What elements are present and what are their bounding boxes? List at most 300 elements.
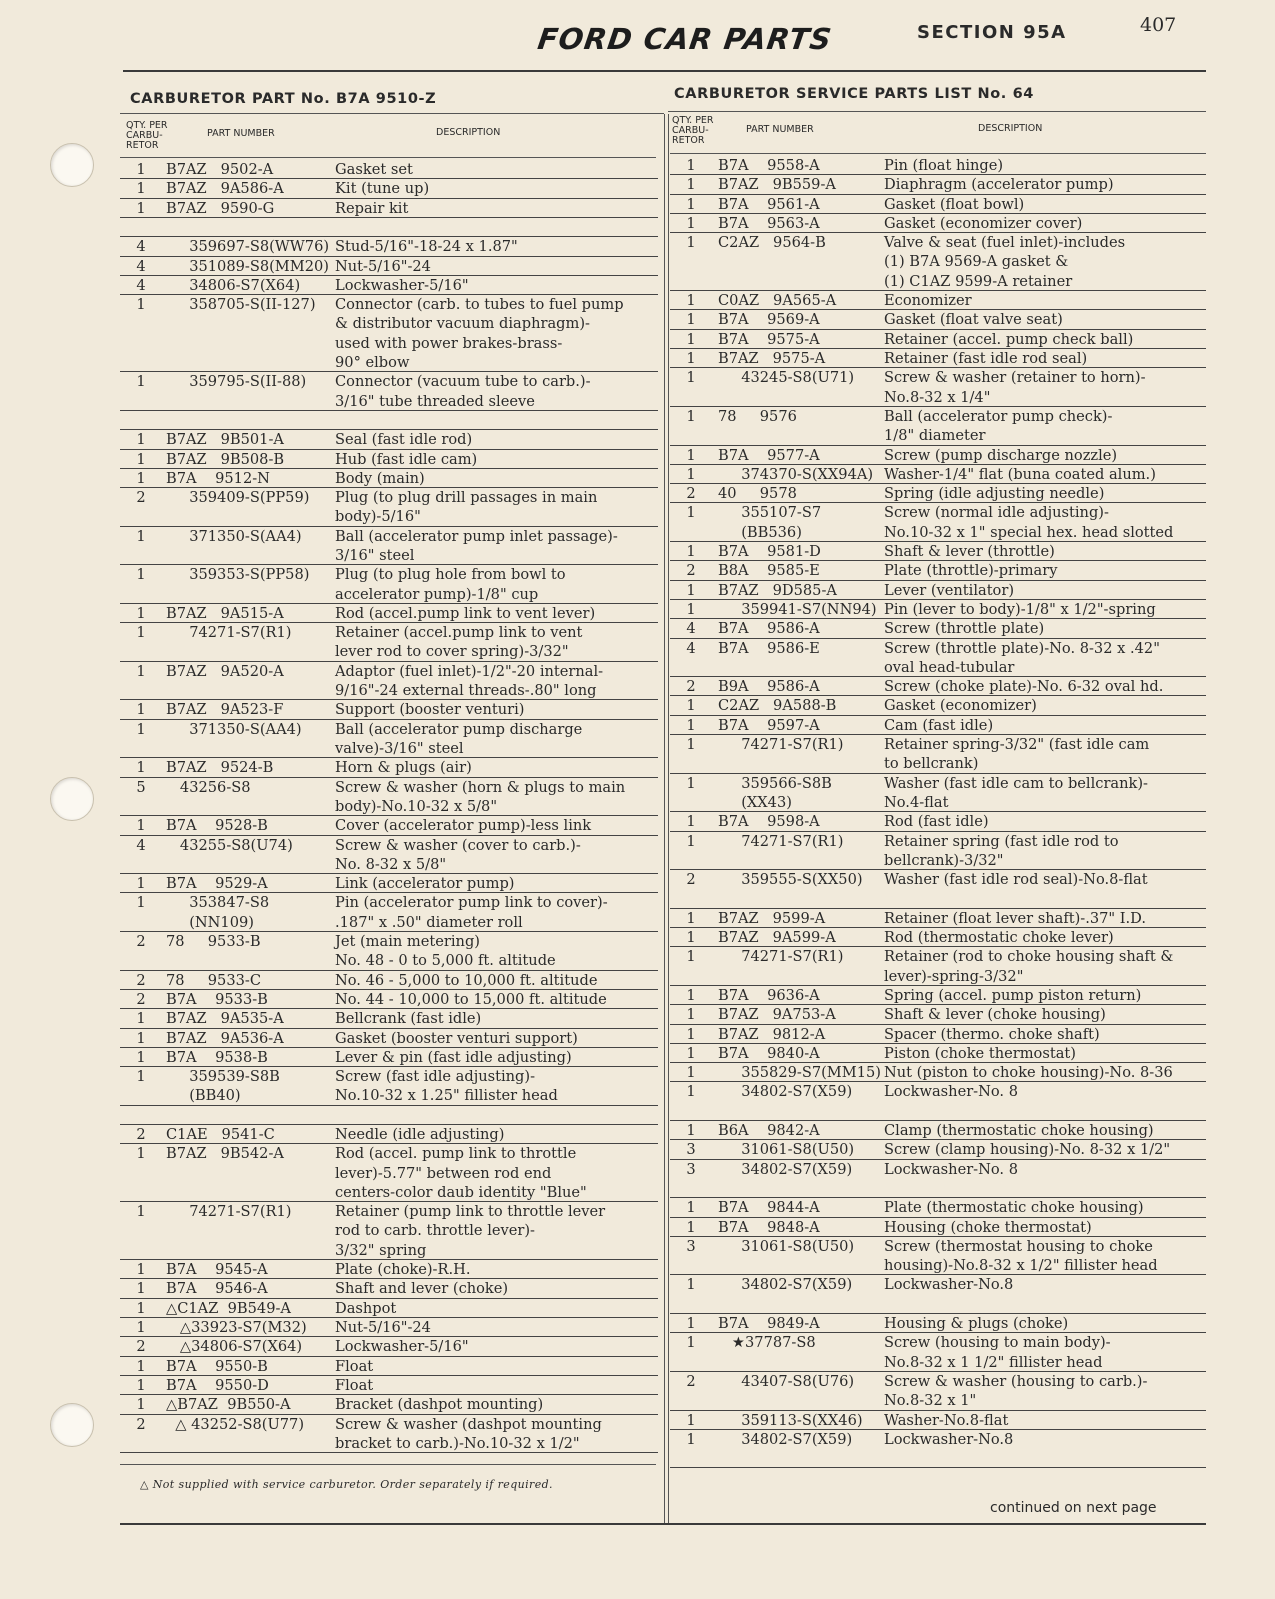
table-row <box>670 195 1206 214</box>
description-line: Lockwasher-No. 8 <box>884 1160 1018 1178</box>
table-row <box>670 600 1206 619</box>
description-line: 1/8" diameter <box>884 427 986 445</box>
description-line: body)-5/16" <box>335 508 421 526</box>
table-row <box>670 503 1206 542</box>
part-number-cell: 355829-S7(MM15) <box>718 1064 881 1082</box>
description-line: accelerator pump)-1/8" cup <box>335 585 539 603</box>
table-row <box>670 407 1206 446</box>
description-line: Gasket (economizer cover) <box>884 214 1083 232</box>
part-number-cell: B7A 9844-A <box>718 1199 820 1217</box>
qty-cell: 5 <box>136 778 146 796</box>
table-row <box>670 774 1206 813</box>
table-row <box>120 1357 658 1376</box>
qty-cell: 1 <box>686 350 696 367</box>
qty-cell: 1 <box>136 1145 146 1163</box>
description-line: No. 44 - 10,000 to 15,000 ft. altitude <box>335 990 607 1008</box>
description-line: Body (main) <box>335 469 425 487</box>
right-header-top-rule <box>668 111 1206 112</box>
description-line: 3/32" spring <box>335 1241 427 1259</box>
qty-cell: 1 <box>136 1029 146 1047</box>
description-line: Gasket set <box>335 161 413 178</box>
part-number-cell: △ 43252-S8(U77) <box>166 1415 305 1433</box>
table-row <box>120 218 658 237</box>
table-row <box>670 561 1206 580</box>
part-number-cell: B7AZ 9A515-A <box>166 604 284 622</box>
left-header-top-rule <box>120 113 664 114</box>
table-row <box>120 372 658 411</box>
part-number-cell: 359353-S(PP58) <box>166 566 310 584</box>
part-number-cell: 78 9576 <box>718 407 797 425</box>
table-row <box>670 870 1206 909</box>
part-number-cell: B7A 9512-N <box>166 469 270 487</box>
qty-cell: 2 <box>136 971 146 989</box>
description-line: Hub (fast idle cam) <box>335 450 478 468</box>
description-line: Washer-No.8-flat <box>884 1411 1009 1429</box>
table-row <box>120 450 658 469</box>
table-row <box>120 527 658 566</box>
part-number-cell: B7A 9569-A <box>718 311 820 329</box>
part-number-cell: B7A 9636-A <box>718 986 820 1004</box>
table-row <box>670 542 1206 561</box>
description-line: Plug (to plug hole from bowl to <box>335 566 566 584</box>
table-row <box>120 237 658 256</box>
table-row <box>120 199 658 218</box>
qty-cell: 1 <box>686 1411 696 1429</box>
part-number-cell: 359409-S(PP59) <box>166 489 310 507</box>
part-number-cell: 43407-S8(U76) <box>718 1372 855 1390</box>
table-row <box>670 581 1206 600</box>
qty-cell: 1 <box>136 527 146 545</box>
part-number-cell: 74271-S7(R1) <box>166 624 292 642</box>
table-row <box>120 295 658 372</box>
description-line: Retainer spring (fast idle rod to <box>884 832 1119 850</box>
part-number-cell: B7AZ 9B508-B <box>166 450 285 468</box>
table-row <box>670 465 1206 484</box>
left-column-title: CARBURETOR PART No. B7A 9510-Z <box>130 91 437 107</box>
description-line: Needle (idle adjusting) <box>335 1126 505 1143</box>
qty-cell: 1 <box>686 1044 696 1062</box>
description-line: Jet (main metering) <box>335 933 480 950</box>
part-number-cell: 358705-S(II-127) <box>166 296 316 314</box>
table-row <box>120 758 658 777</box>
part-number-cell: 359555-S(XX50) <box>718 871 863 889</box>
table-row <box>120 1376 658 1395</box>
qty-cell: 2 <box>136 933 146 950</box>
description-line: Retainer (float lever shaft)-.37" I.D. <box>884 909 1146 927</box>
table-row <box>670 1314 1206 1333</box>
description-line: bracket to carb.)-No.10-32 x 1/2" <box>335 1434 580 1452</box>
part-number-cell: B7A 9577-A <box>718 446 820 464</box>
part-number-cell: B9A 9586-A <box>718 678 820 696</box>
part-number-cell: B7A 9561-A <box>718 195 820 213</box>
qty-cell: 1 <box>136 450 146 468</box>
qty-cell: 1 <box>686 832 696 850</box>
part-number-cell: 74271-S7(R1) <box>166 1203 292 1221</box>
description-line: Seal (fast idle rod) <box>335 431 473 449</box>
table-row <box>670 716 1206 735</box>
description-line: Repair kit <box>335 199 409 217</box>
part-number-cell: 34806-S7(X64) <box>166 276 301 294</box>
part-number-cell: B7AZ 9502-A <box>166 161 274 178</box>
description-line: Gasket (booster venturi support) <box>335 1029 578 1047</box>
part-number-cell: 359539-S8B <box>166 1068 280 1086</box>
qty-cell: 1 <box>686 774 696 792</box>
left-header-bottom-rule <box>120 157 656 158</box>
qty-cell: 1 <box>686 195 696 213</box>
description-line: Lever & pin (fast idle adjusting) <box>335 1048 572 1066</box>
qty-cell: 1 <box>686 504 696 522</box>
qty-cell: 1 <box>686 157 696 174</box>
description-line: Retainer spring-3/32" (fast idle cam <box>884 736 1150 753</box>
description-line: bellcrank)-3/32" <box>884 851 1004 869</box>
description-line: Lockwasher-5/16" <box>335 276 469 294</box>
description-line: Ball (accelerator pump discharge <box>335 720 583 738</box>
qty-cell: 1 <box>136 161 146 178</box>
table-row <box>120 1299 658 1318</box>
description-line: oval head-tubular <box>884 658 1015 676</box>
table-row <box>120 276 658 295</box>
part-number-cell: B7AZ 9B542-A <box>166 1145 284 1163</box>
right-desc-header: DESCRIPTION <box>978 123 1043 134</box>
part-number-cell: C2AZ 9564-B <box>718 234 826 252</box>
description-line: Screw & washer (dashpot mounting <box>335 1415 602 1433</box>
part-number-cell: B7AZ 9B501-A <box>166 431 284 449</box>
part-number-cell: B7AZ 9A753-A <box>718 1006 836 1024</box>
description-line: Gasket (economizer) <box>884 697 1037 715</box>
qty-cell: 1 <box>136 1048 146 1066</box>
part-number-cell: 43256-S8 <box>166 778 251 796</box>
table-row <box>120 971 658 990</box>
part-number-cell: 359566-S8B <box>718 774 832 792</box>
qty-cell: 2 <box>686 1372 696 1390</box>
top-rule <box>123 70 1206 72</box>
part-number-cell: 359941-S7(NN94) <box>718 600 877 618</box>
part-number-cell: 74271-S7(R1) <box>718 736 844 753</box>
description-line: used with power brakes-brass- <box>335 334 563 352</box>
qty-cell: 1 <box>686 1218 696 1236</box>
qty-cell: 1 <box>136 720 146 738</box>
description-line: to bellcrank) <box>884 755 979 773</box>
part-number-cell: 40 9578 <box>718 485 797 503</box>
qty-cell: 1 <box>136 566 146 584</box>
table-row <box>670 291 1206 310</box>
qty-cell: 1 <box>136 431 146 449</box>
description-line: 3/16" tube threaded sleeve <box>335 392 535 410</box>
table-row <box>670 1198 1206 1217</box>
description-line: Shaft & lever (throttle) <box>884 543 1055 560</box>
description-line: Screw (pump discharge nozzle) <box>884 446 1118 464</box>
table-row <box>670 1160 1206 1199</box>
qty-cell: 2 <box>136 1415 146 1433</box>
qty-cell: 1 <box>686 407 696 425</box>
qty-cell: 1 <box>136 373 146 391</box>
description-line: Ball (accelerator pump check)- <box>884 407 1113 425</box>
part-number-cell: 351089-S8(MM20) <box>166 257 329 275</box>
right-column-title: CARBURETOR SERVICE PARTS LIST No. 64 <box>674 86 1034 102</box>
part-number-cell: B7AZ 9A536-A <box>166 1029 284 1047</box>
qty-cell: 1 <box>136 1261 146 1279</box>
table-row <box>670 310 1206 329</box>
description-line: Housing (choke thermostat) <box>884 1218 1092 1236</box>
part-number-cell: 43255-S8(U74) <box>166 836 293 854</box>
qty-cell: 1 <box>136 469 146 487</box>
qty-cell: 1 <box>686 446 696 464</box>
part-number-cell: B7A 9598-A <box>718 813 820 831</box>
table-row <box>670 1121 1206 1140</box>
description-line: Retainer (pump link to throttle lever <box>335 1203 606 1221</box>
qty-cell: 2 <box>136 1338 146 1356</box>
part-number-cell: B7A 9533-B <box>166 990 268 1008</box>
description-line: Plate (throttle)-primary <box>884 562 1058 580</box>
qty-cell: 1 <box>136 1376 146 1394</box>
description-line: rod to carb. throttle lever)- <box>335 1222 535 1240</box>
qty-cell: 1 <box>686 929 696 946</box>
qty-cell: 1 <box>686 697 696 715</box>
qty-cell: 3 <box>686 1237 696 1255</box>
description-line: body)-No.10-32 x 5/8" <box>335 797 498 815</box>
left-qty-header: QTY. PER CARBU- RETOR <box>126 120 168 151</box>
table-row <box>670 1044 1206 1063</box>
description-line: Screw (thermostat housing to choke <box>884 1237 1153 1255</box>
qty-cell: 1 <box>686 1083 696 1101</box>
part-number-cell: B7AZ 9A586-A <box>166 180 284 198</box>
qty-cell: 1 <box>136 180 146 198</box>
qty-cell: 1 <box>686 1199 696 1217</box>
description-line: Support (booster venturi) <box>335 701 525 719</box>
description-line: Gasket (float bowl) <box>884 195 1025 213</box>
qty-cell: 4 <box>136 276 146 294</box>
part-number-cell: B7A 9546-A <box>166 1280 268 1298</box>
table-row <box>670 349 1206 368</box>
table-row <box>670 639 1206 678</box>
table-row <box>120 1029 658 1048</box>
description-line: Cam (fast idle) <box>884 716 994 734</box>
table-row <box>120 411 658 430</box>
part-number-cell: C1AE 9541-C <box>166 1126 275 1143</box>
qty-cell: 1 <box>136 1319 146 1336</box>
table-row <box>670 696 1206 715</box>
bottom-rule <box>120 1523 1206 1525</box>
description-line: Diaphragm (accelerator pump) <box>884 176 1114 194</box>
part-number-cell: B7A 9586-A <box>718 620 820 638</box>
qty-cell: 1 <box>686 1430 696 1448</box>
part-number-cell: 355107-S7 <box>718 504 822 522</box>
part-number-cell: B7A 9550-B <box>166 1357 268 1375</box>
description-line: No. 8-32 x 5/8" <box>335 855 447 873</box>
description-line: Nut-5/16"-24 <box>335 1319 431 1336</box>
description-line: Shaft & lever (choke housing) <box>884 1006 1106 1024</box>
description-line: No. 46 - 5,000 to 10,000 ft. altitude <box>335 971 598 989</box>
table-row <box>670 1333 1206 1372</box>
part-number-cell: 78 9533-B <box>166 933 261 950</box>
description-line: Gasket (float valve seat) <box>884 311 1063 329</box>
description-line: Screw & washer (housing to carb.)- <box>884 1372 1148 1390</box>
table-row <box>670 1025 1206 1044</box>
description-line: Screw (clamp housing)-No. 8-32 x 1/2" <box>884 1141 1171 1159</box>
description-line: Plate (choke)-R.H. <box>335 1261 471 1279</box>
table-row <box>670 735 1206 774</box>
description-line: Spacer (thermo. choke shaft) <box>884 1025 1100 1043</box>
part-number-cell: B7A 9848-A <box>718 1218 820 1236</box>
qty-cell: 2 <box>136 1126 146 1143</box>
description-line: Screw & washer (cover to carb.)- <box>335 836 581 854</box>
description-line: Screw (throttle plate) <box>884 620 1045 638</box>
table-row <box>120 565 658 604</box>
description-line: Float <box>335 1376 374 1394</box>
qty-cell: 3 <box>686 1141 696 1159</box>
description-line: lever)-spring-3/32" <box>884 967 1024 985</box>
qty-cell: 1 <box>136 604 146 622</box>
part-number-cell: △B7AZ 9B550-A <box>166 1396 291 1414</box>
description-line: Housing & plugs (choke) <box>884 1315 1069 1332</box>
part-number-suffix: (BB40) <box>166 1087 241 1105</box>
description-line: Lockwasher-5/16" <box>335 1338 469 1356</box>
part-number-cell: B7A 9586-E <box>718 639 820 657</box>
table-row <box>120 1260 658 1279</box>
qty-cell: 1 <box>136 817 146 835</box>
part-number-cell: B7A 9563-A <box>718 214 820 232</box>
left-footnote-rule <box>120 1464 656 1465</box>
part-number-cell: 359113-S(XX46) <box>718 1411 863 1429</box>
table-row <box>670 1411 1206 1430</box>
part-number-cell: 371350-S(AA4) <box>166 720 302 738</box>
part-number-cell: B7AZ 9524-B <box>166 759 274 777</box>
qty-cell: 1 <box>686 311 696 329</box>
part-number-cell: C0AZ 9A565-A <box>718 292 837 310</box>
table-row <box>670 677 1206 696</box>
description-line: Ball (accelerator pump inlet passage)- <box>335 527 618 545</box>
part-number-cell: 74271-S7(R1) <box>718 948 844 966</box>
section-label: SECTION 95A <box>917 22 1067 43</box>
part-number-cell: B8A 9585-E <box>718 562 820 580</box>
part-number-cell: C2AZ 9A588-B <box>718 697 837 715</box>
qty-cell: 1 <box>686 465 696 483</box>
qty-cell: 1 <box>136 199 146 217</box>
description-line: 9/16"-24 external threads-.80" long <box>335 682 597 700</box>
brand-title: FORD CAR PARTS <box>535 22 835 56</box>
left-desc-header: DESCRIPTION <box>436 127 501 138</box>
part-number-cell: 359697-S8(WW76) <box>166 238 330 256</box>
description-line: Spring (idle adjusting needle) <box>884 485 1105 503</box>
part-number-cell: 78 9533-C <box>166 971 262 989</box>
qty-cell: 1 <box>136 296 146 314</box>
description-line: centers-color daub identity "Blue" <box>335 1183 587 1201</box>
table-row <box>670 233 1206 291</box>
part-number-cell: B7AZ 9B559-A <box>718 176 836 194</box>
table-row <box>670 1430 1206 1469</box>
part-number-cell: △C1AZ 9B549-A <box>166 1299 291 1317</box>
table-row <box>120 1279 658 1298</box>
qty-cell: 4 <box>136 257 146 275</box>
part-number-cell: B7AZ 9590-G <box>166 199 275 217</box>
qty-cell: 1 <box>136 624 146 642</box>
part-number-cell: B7AZ 9A523-F <box>166 701 284 719</box>
table-row <box>120 488 658 527</box>
description-line: 90° elbow <box>335 353 410 371</box>
description-line: Connector (vacuum tube to carb.)- <box>335 373 591 391</box>
qty-cell: 2 <box>686 871 696 889</box>
table-row <box>670 330 1206 349</box>
table-row <box>120 1067 658 1106</box>
part-number-cell: B7A 9581-D <box>718 543 821 560</box>
binder-hole-middle <box>50 777 94 821</box>
qty-cell: 1 <box>686 1315 696 1332</box>
table-row <box>670 812 1206 831</box>
part-number-cell: 374370-S(XX94A) <box>718 465 874 483</box>
part-number-cell: B7AZ 9A520-A <box>166 662 284 680</box>
description-line: No. 48 - 0 to 5,000 ft. altitude <box>335 952 556 970</box>
description-line: Lockwasher-No.8 <box>884 1276 1014 1294</box>
description-line: Stud-5/16"-18-24 x 1.87" <box>335 238 518 256</box>
part-number-cell: 34802-S7(X59) <box>718 1430 853 1448</box>
qty-cell: 1 <box>686 176 696 194</box>
qty-cell: 4 <box>136 836 146 854</box>
description-line: Rod (fast idle) <box>884 813 989 831</box>
table-row <box>120 179 658 198</box>
qty-cell: 1 <box>686 1276 696 1294</box>
table-row <box>120 836 658 875</box>
qty-cell: 1 <box>686 716 696 734</box>
description-line: Washer-1/4" flat (buna coated alum.) <box>884 465 1156 483</box>
table-row <box>670 1372 1206 1411</box>
description-line: Plate (thermostatic choke housing) <box>884 1199 1144 1217</box>
part-number-cell: B7A 9849-A <box>718 1315 820 1332</box>
qty-cell: 1 <box>686 600 696 618</box>
table-row <box>670 1218 1206 1237</box>
description-line: Cover (accelerator pump)-less link <box>335 817 592 835</box>
part-number-cell: 74271-S7(R1) <box>718 832 844 850</box>
table-row <box>670 175 1206 194</box>
table-row <box>670 1082 1206 1121</box>
table-row <box>670 484 1206 503</box>
description-line: Shaft and lever (choke) <box>335 1280 509 1298</box>
qty-cell: 1 <box>686 986 696 1004</box>
left-part-header: PART NUMBER <box>207 128 275 139</box>
table-row <box>120 990 658 1009</box>
table-row <box>670 986 1206 1005</box>
qty-cell: 1 <box>136 1280 146 1298</box>
qty-cell: 1 <box>136 1203 146 1221</box>
table-row <box>120 1048 658 1067</box>
description-line: Adaptor (fuel inlet)-1/2"-20 internal- <box>335 662 604 680</box>
part-number-cell: B7AZ 9575-A <box>718 350 826 367</box>
table-row <box>120 1106 658 1125</box>
description-line: valve)-3/16" steel <box>335 739 464 757</box>
description-line: Clamp (thermostatic choke housing) <box>884 1122 1154 1139</box>
part-number-suffix: (XX43) <box>718 793 792 811</box>
part-number-cell: △33923-S7(M32) <box>166 1319 307 1336</box>
part-number-cell: 34802-S7(X59) <box>718 1160 853 1178</box>
description-line: Screw (choke plate)-No. 6-32 oval hd. <box>884 678 1164 696</box>
table-row <box>670 1140 1206 1159</box>
table-row <box>120 430 658 449</box>
qty-cell: 2 <box>686 678 696 696</box>
description-line: Pin (float hinge) <box>884 157 1004 174</box>
qty-cell: 1 <box>136 662 146 680</box>
qty-cell: 1 <box>686 543 696 560</box>
description-line: Connector (carb. to tubes to fuel pump <box>335 296 624 314</box>
description-line: Nut (piston to choke housing)-No. 8-36 <box>884 1064 1173 1082</box>
qty-cell: 1 <box>686 292 696 310</box>
qty-cell: 1 <box>686 1006 696 1024</box>
part-number-cell: B7AZ 9812-A <box>718 1025 826 1043</box>
qty-cell: 1 <box>136 759 146 777</box>
part-number-suffix: (BB536) <box>718 523 802 541</box>
part-number-cell: B7A 9550-D <box>166 1376 269 1394</box>
right-part-header: PART NUMBER <box>746 124 814 135</box>
description-line: lever)-5.77" between rod end <box>335 1164 552 1182</box>
qty-cell: 1 <box>686 330 696 348</box>
